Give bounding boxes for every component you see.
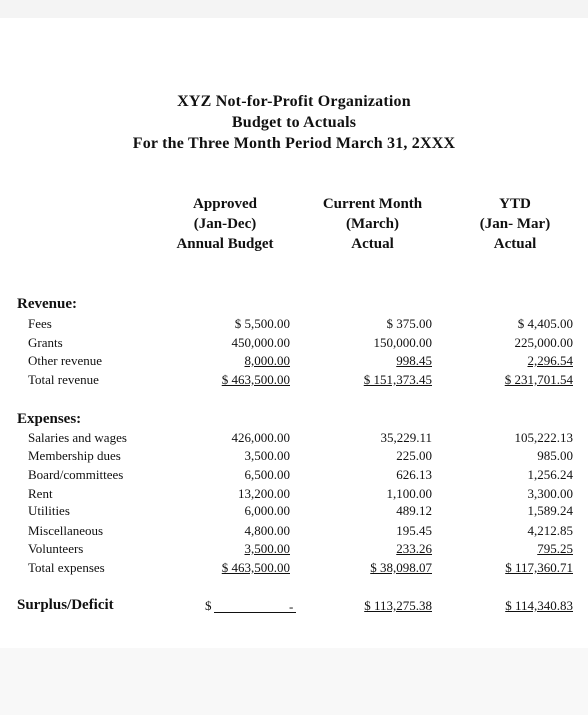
- report-period: For the Three Month Period March 31, 2XXX: [132, 135, 456, 152]
- surplus-current-month: $ 113,275.38: [364, 598, 432, 613]
- revenue-section-label: Revenue:: [17, 296, 77, 312]
- column-header-current-month: Current Month (March) Actual: [322, 196, 423, 252]
- table-row: Membership dues 3,500.00 225.00 985.00: [28, 448, 573, 463]
- column-header-ytd: YTD (Jan- Mar) Actual: [479, 196, 551, 252]
- surplus-ytd: $ 114,340.83: [505, 598, 573, 613]
- page-top-margin: [0, 0, 588, 18]
- table-row: Volunteers 3,500.00 233.26 795.25: [28, 541, 573, 556]
- surplus-budget-dollar: $: [205, 598, 212, 613]
- table-row-total-revenue: Total revenue $ 463,500.00 $ 151,373.45 $ 231,701.54: [28, 372, 573, 387]
- report-title: [0, 91, 588, 154]
- report-name: Budget to Actuals: [231, 114, 357, 131]
- table-row: Board/committees 6,500.00 626.13 1,256.24: [28, 467, 573, 482]
- table-row: Other revenue 8,000.00 998.45 2,296.54: [28, 353, 573, 368]
- expenses-section-label: Expenses:: [17, 411, 82, 427]
- table-row: Miscellaneous 4,800.00 195.45 4,212.85: [28, 523, 573, 538]
- table-row-total-expenses: Total expenses $ 463,500.00 $ 38,098.07 $ 117,360.71: [28, 560, 573, 575]
- table-row: Utilities 6,000.00 489.12 1,589.24: [28, 503, 573, 518]
- organization-name: XYZ Not-for-Profit Organization: [177, 93, 411, 110]
- surplus-budget-underline: [214, 612, 296, 613]
- surplus-deficit-label: Surplus/Deficit: [17, 597, 114, 613]
- table-row: Grants 450,000.00 150,000.00 225,000.00: [28, 335, 573, 350]
- table-row: Fees $ 5,500.00 $ 375.00 $ 4,405.00: [28, 316, 573, 331]
- table-row: Rent 13,200.00 1,100.00 3,300.00: [28, 486, 573, 501]
- table-row: Salaries and wages 426,000.00 35,229.11 105,222.13: [28, 430, 573, 445]
- surplus-budget-value: -: [289, 599, 294, 614]
- page-bottom-margin: [0, 648, 588, 715]
- column-header-approved-budget: Approved (Jan-Dec) Annual Budget: [176, 196, 274, 252]
